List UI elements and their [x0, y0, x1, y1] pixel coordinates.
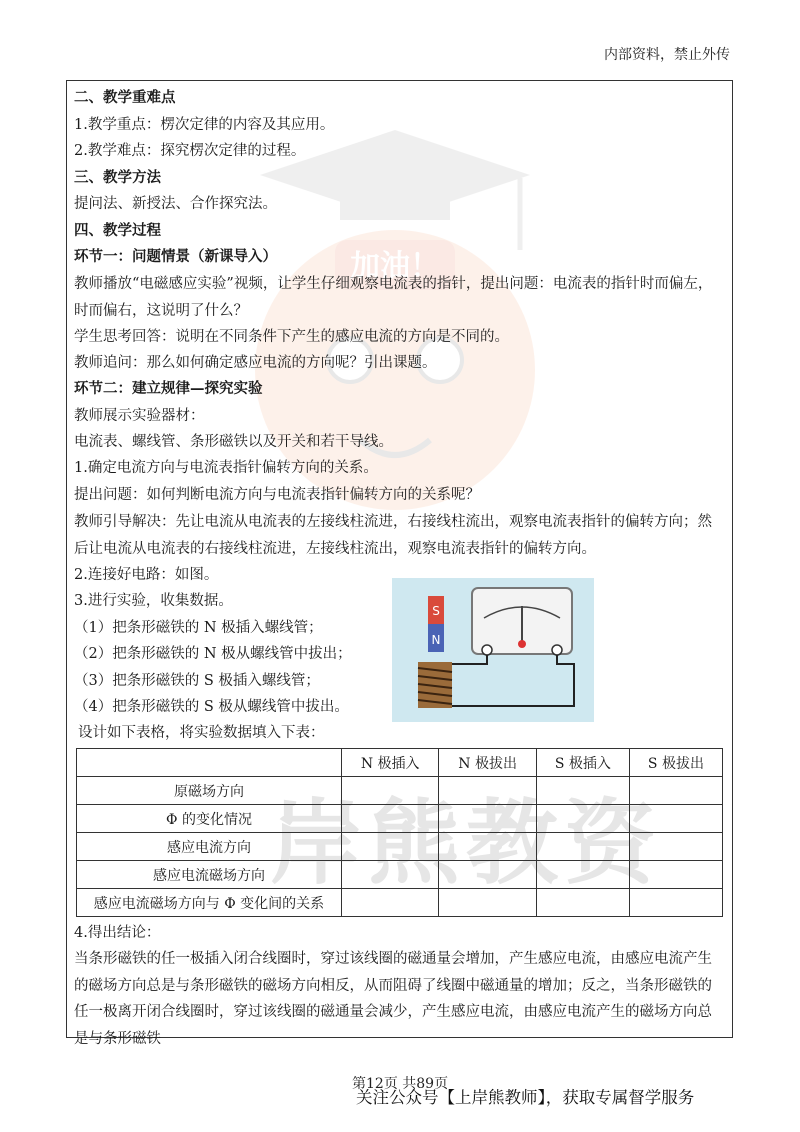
- step2-item-3: （3）把条形磁铁的 S 极插入螺线管；: [74, 673, 320, 689]
- step2-paragraph-7: 3.进行实验，收集数据。: [74, 593, 233, 609]
- table-cell[interactable]: [342, 777, 439, 805]
- table-cell[interactable]: [439, 833, 536, 861]
- methods-text: 提问法、新授法、合作探究法。: [74, 196, 277, 212]
- step1-title: 环节一：问题情景（新课导入）: [74, 248, 277, 265]
- mascot-badge-text: 加油！: [350, 249, 440, 284]
- key-point-text: 1.教学重点：楞次定律的内容及其应用。: [74, 117, 335, 133]
- step2-item-4: （4）把条形磁铁的 S 极从螺线管中拔出。: [74, 699, 349, 715]
- difficult-point-text: 2.教学难点：探究楞次定律的过程。: [74, 143, 306, 159]
- step2-paragraph-1: 教师展示实验器材：: [74, 408, 205, 424]
- table-row: [77, 861, 723, 889]
- table-cell[interactable]: [629, 777, 722, 805]
- table-cell[interactable]: [536, 777, 629, 805]
- heading-process: 四、教学过程: [74, 222, 161, 239]
- watermark-text: 岸熊教资: [270, 790, 663, 897]
- conclusion-text: 当条形磁铁的任一极插入闭合线圈时，穿过该线圈的磁通量会增加，产生感应电流，由感应电流产生的磁场方向总是与条形磁铁的磁场方向相反，从而阻碍了线圈中磁通量的增加；反之，当条形磁铁的任一极离开闭合线圈时，穿过该线圈的磁通量会减少，产生感应电流，由感应电流产生的磁场方向总是与条形磁铁: [74, 951, 712, 1047]
- experiment-table: [76, 748, 723, 917]
- step2-paragraph-6: 2.连接好电路：如图。: [74, 567, 219, 583]
- table-cell[interactable]: [342, 833, 439, 861]
- step2-paragraph-5: 教师引导解决：先让电流从电流表的左接线柱流进，右接线柱流出，观察电流表指针的偏转方向；然后让电流从电流表的右接线柱流进，左接线柱流出，观察电流表指针的偏转方向。: [74, 514, 712, 557]
- step1-paragraph-2: 学生思考回答：说明在不同条件下产生的感应电流的方向是不同的。: [74, 329, 509, 345]
- row-label: 感应电流磁场方向: [77, 861, 342, 889]
- table-cell[interactable]: [629, 833, 722, 861]
- table-row: [77, 777, 723, 805]
- header-note: 内部资料，禁止外传: [604, 47, 730, 63]
- magnet-n-label: N: [431, 633, 441, 647]
- table-header-row: [77, 749, 723, 777]
- table-row: [77, 833, 723, 861]
- circuit-diagram: [392, 578, 594, 722]
- table-cell[interactable]: [629, 805, 722, 833]
- row-label: 感应电流磁场方向与 Φ 变化间的关系: [77, 889, 342, 917]
- heading-key-points: 二、教学重难点: [74, 89, 176, 106]
- table-cell[interactable]: [629, 889, 722, 917]
- table-header-cell: S 极拔出: [629, 749, 722, 777]
- table-cell[interactable]: [439, 889, 536, 917]
- step2-paragraph-4: 提出问题：如何判断电流方向与电流表指针偏转方向的关系呢？: [74, 487, 480, 503]
- table-cell[interactable]: [439, 805, 536, 833]
- table-header-cell: N 极拔出: [439, 749, 536, 777]
- step1-paragraph-1: 教师播放“电磁感应实验”视频，让学生仔细观察电流表的指针，提出问题：电流表的指针时而偏左，时而偏右，这说明了什么？: [74, 276, 713, 319]
- page-number: 第12页 共89页: [352, 1076, 449, 1092]
- heading-methods: 三、教学方法: [74, 169, 161, 186]
- step1-paragraph-3: 教师追问：那么如何确定感应电流的方向呢？引出课题。: [74, 355, 437, 371]
- step2-item-1: （1）把条形磁铁的 N 极插入螺线管；: [74, 620, 323, 636]
- table-row: [77, 889, 723, 917]
- table-header-cell: S 极插入: [536, 749, 629, 777]
- step2-item-2: （2）把条形磁铁的 N 极从螺线管中拔出；: [74, 646, 352, 662]
- table-cell[interactable]: [439, 777, 536, 805]
- row-label: 感应电流方向: [77, 833, 342, 861]
- step2-paragraph-2: 电流表、螺线管、条形磁铁以及开关和若干导线。: [74, 434, 393, 450]
- step2-title: 环节二：建立规律—探究实验: [74, 380, 263, 397]
- row-label: Φ 的变化情况: [77, 805, 342, 833]
- table-cell[interactable]: [536, 805, 629, 833]
- row-label: 原磁场方向: [77, 777, 342, 805]
- table-cell[interactable]: [439, 861, 536, 889]
- table-intro: 设计如下表格，将实验数据填入下表：: [78, 725, 325, 741]
- table-cell[interactable]: [342, 805, 439, 833]
- magnet-s-label: S: [432, 604, 440, 618]
- table-header-cell: [77, 749, 342, 777]
- step2-paragraph-3: 1.确定电流方向与电流表指针偏转方向的关系。: [74, 460, 378, 476]
- table-cell[interactable]: [342, 861, 439, 889]
- table-cell[interactable]: [536, 833, 629, 861]
- footer-promo: 关注公众号【上岸熊教师】，获取专属督学服务: [356, 1088, 695, 1107]
- table-header-cell: N 极插入: [342, 749, 439, 777]
- table-cell[interactable]: [536, 861, 629, 889]
- table-cell[interactable]: [536, 889, 629, 917]
- table-cell[interactable]: [629, 861, 722, 889]
- table-row: [77, 805, 723, 833]
- conclusion-title: 4.得出结论：: [74, 925, 161, 941]
- table-cell[interactable]: [342, 889, 439, 917]
